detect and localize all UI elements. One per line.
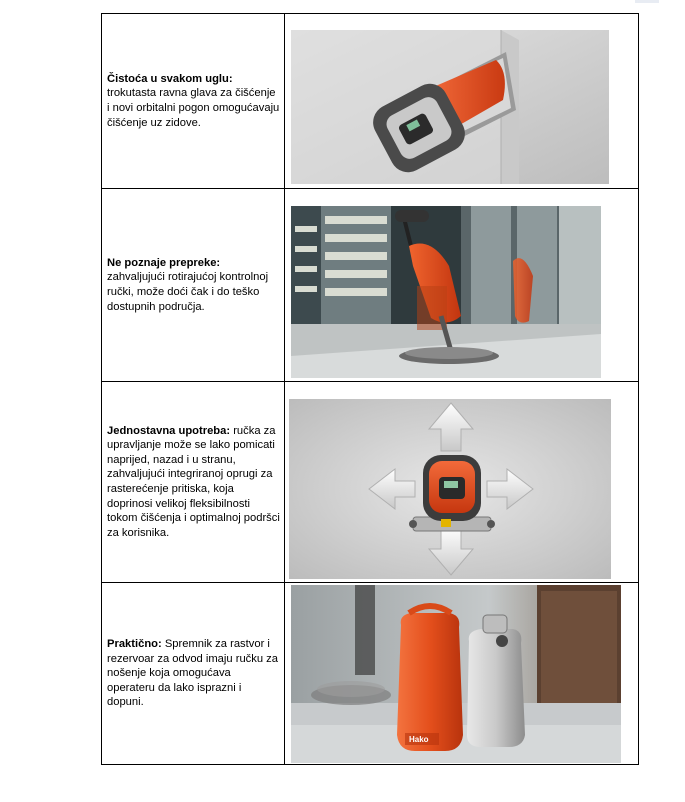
- table-row: [102, 582, 638, 764]
- table-row: [102, 188, 638, 381]
- feature-title: Jednostavna upotreba:: [107, 424, 231, 437]
- solution-tanks-photo: [291, 585, 621, 763]
- description-cell: [102, 583, 285, 764]
- feature-text: Spremnik za rastvor i rezervoar za odvod imaju ručku za nošenje koja omogućava operateru da lako isprazni i dopuni.: [107, 638, 278, 709]
- feature-table: [101, 13, 639, 765]
- feature-title: Ne poznaje prepreke:: [107, 256, 221, 269]
- description-cell: [102, 189, 285, 381]
- image-cell: [285, 382, 638, 582]
- feature-description: [107, 424, 280, 541]
- feature-description: [107, 72, 280, 130]
- table-row: [102, 381, 638, 582]
- table-row: [102, 14, 638, 188]
- cleaning-head-corner-photo: [291, 30, 609, 184]
- image-cell: [285, 189, 638, 381]
- feature-text: zahvaljujući rotirajućoj kontrolnoj ručki, može doći čak i do teško dostupnih područja.: [107, 271, 269, 313]
- description-cell: [102, 382, 285, 582]
- feature-description: [107, 637, 280, 710]
- image-cell: [285, 14, 638, 188]
- feature-title: Čistoća u svakom uglu:: [107, 72, 233, 85]
- feature-description: [107, 256, 280, 314]
- image-cell: [285, 583, 638, 764]
- page-edge-marker: [635, 0, 659, 3]
- feature-title: Praktično:: [107, 638, 162, 651]
- description-cell: [102, 14, 285, 188]
- brand-logo: Hako: [409, 735, 429, 744]
- feature-text: trokutasta ravna glava za čišćenje i novi orbitalni pogon omogućavaju čišćenje uz zidove.: [107, 87, 280, 129]
- handle-directions-arrows-photo: [289, 399, 611, 579]
- feature-text: ručka za upravljanje može se lako pomicati naprijed, nazad i u stranu, zahvaljujući integriranoj oprugi za rasterećenje pritiska, koja doprinosi velikoj fleksibilnosti tokom čišćenja i optimalnoj podršci za korisnika.: [107, 424, 280, 539]
- machine-in-store-aisle-photo: [291, 206, 601, 378]
